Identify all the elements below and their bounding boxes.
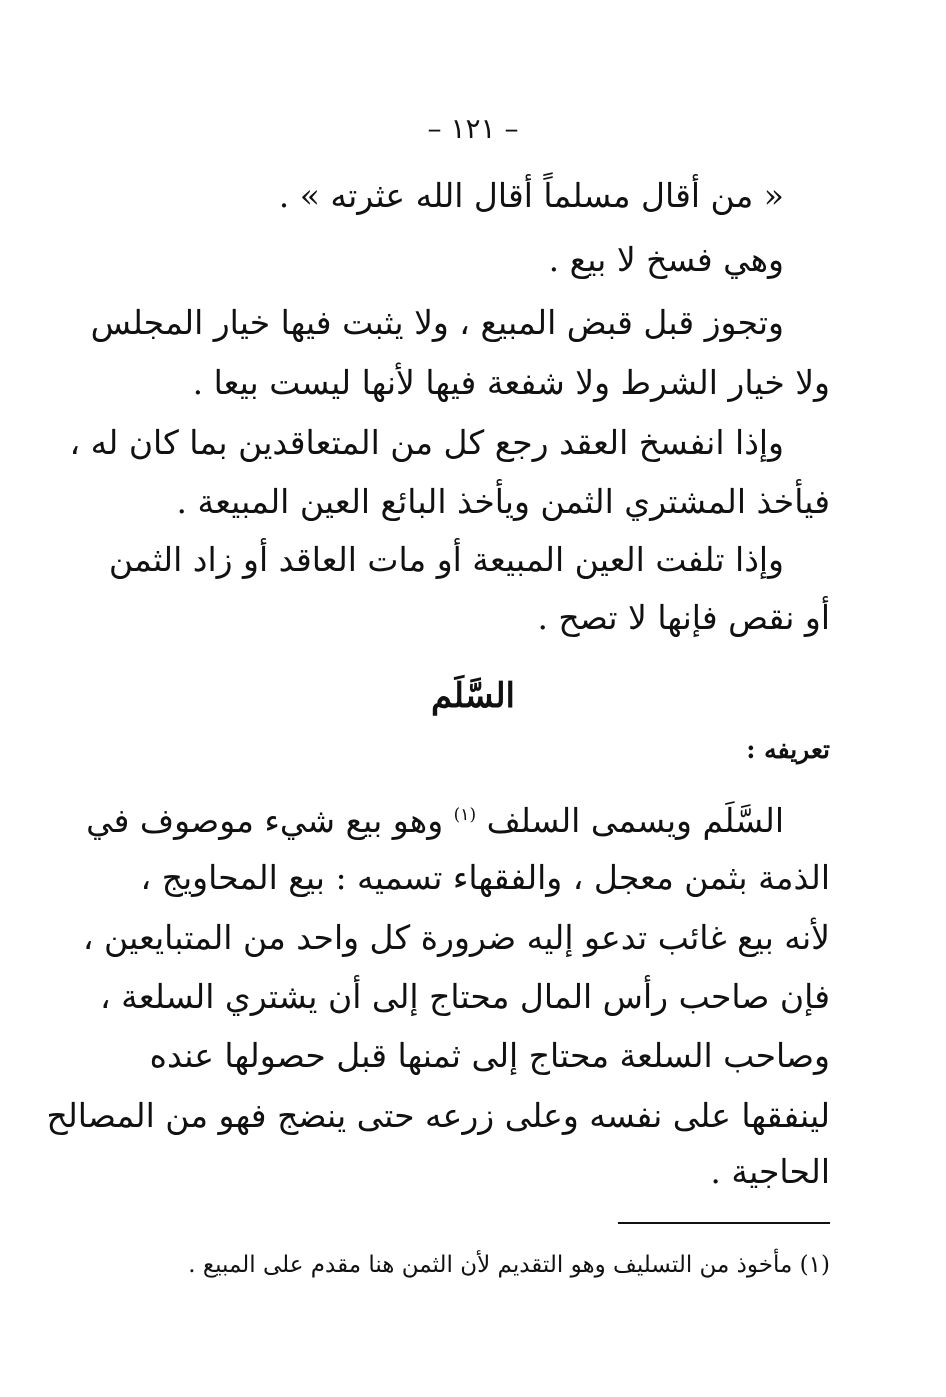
- footnote-marker: (١): [799, 1252, 830, 1278]
- text-line: وإذا تلفت العين المبيعة أو مات العاقد أو زاد الثمن: [108, 540, 784, 579]
- text-line: فإن صاحب رأس المال محتاج إلى أن يشتري السلعة ،: [100, 977, 830, 1016]
- text-line: لينفقها على نفسه وعلى زرعه حتى ينضج فهو من المصالح: [46, 1096, 830, 1135]
- text-line: « من أقال مسلماً أقال الله عثرته » .: [278, 176, 784, 215]
- text-line: وصاحب السلعة محتاج إلى ثمنها قبل حصولها عنده: [149, 1036, 830, 1075]
- footnote-divider: [618, 1222, 830, 1224]
- text-line: [86, 801, 784, 841]
- text-segment: وهو بيع شيء موصوف في: [86, 801, 444, 840]
- text-line: الحاجية .: [710, 1152, 830, 1191]
- text-line: فيأخذ المشتري الثمن ويأخذ البائع العين المبيعة .: [176, 482, 830, 521]
- text-line: وإذا انفسخ العقد رجع كل من المتعاقدين بما كان له ،: [69, 423, 784, 462]
- section-title: السَّلَم: [430, 676, 516, 716]
- page-number: – ١٢١ –: [427, 112, 519, 145]
- text-line: لأنه بيع غائب تدعو إليه ضرورة كل واحد من المتبايعين ،: [82, 918, 830, 957]
- text-line: وتجوز قبل قبض المبيع ، ولا يثبت فيها خيار المجلس: [90, 303, 784, 342]
- text-line: الذمة بثمن معجل ، والفقهاء تسميه : بيع المحاويج ،: [140, 858, 830, 897]
- text-line: أو نقص فإنها لا تصح .: [537, 598, 830, 637]
- footnote-text: مأخوذ من التسليف وهو التقديم لأن الثمن هنا مقدم على المبيع .: [188, 1252, 793, 1278]
- text-segment: السَّلَم ويسمى السلف: [486, 801, 784, 840]
- text-line: وهي فسخ لا بيع .: [548, 240, 784, 279]
- text-line: ولا خيار الشرط ولا شفعة فيها لأنها ليست بيعا .: [192, 363, 830, 402]
- footnote-reference: (١): [453, 805, 477, 825]
- subheading: تعريفه :: [746, 735, 830, 764]
- footnote: [188, 1252, 830, 1278]
